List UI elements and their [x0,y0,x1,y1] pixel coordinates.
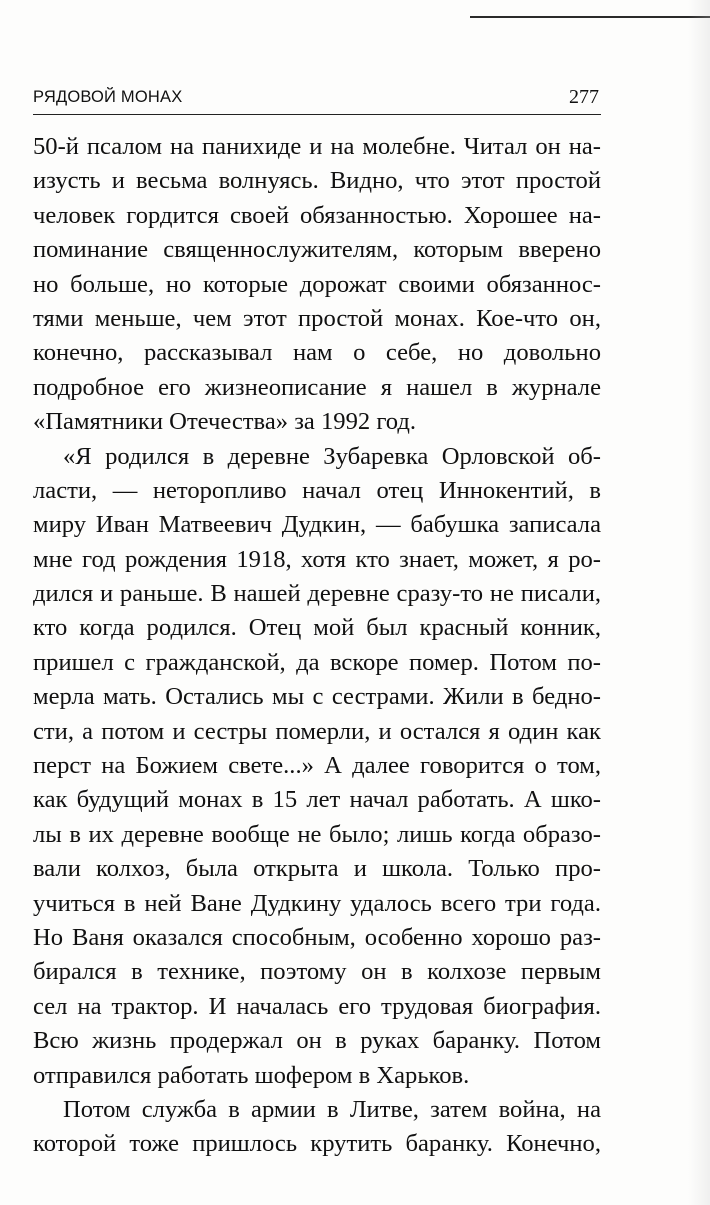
text-line: ласти, — неторопливо начал отец Иннокентий, в [33,476,601,504]
text-line: вали колхоз, была открыта и школа. Только про- [33,855,601,883]
text-line: бирался в технике, поэтому он в колхозе первым [33,958,601,986]
text-line: сел на трактор. И началась его трудовая биография. [33,992,601,1020]
text-line: изусть и весьма волнуясь. Видно, что этот простой [33,167,601,195]
text-line: человек гордится своей обязанностью. Хорошее на- [33,201,601,229]
text-line: дился и раньше. В нашей деревне сразу-то не писали, [33,580,601,608]
text-line: поминание священнослужителям, которым вверено [33,236,601,264]
page-right-edge [688,0,710,1205]
text-line: лы в их деревне вообще не было; лишь когда образо- [33,820,601,848]
text-line: конечно, рассказывал нам о себе, но довольно [33,339,601,367]
text-line: учиться в ней Ване Дудкину удалось всего три года. [33,889,601,917]
page-header [33,88,599,112]
text-line: пришел с гражданской, да вскоре помер. Потом по- [33,648,601,676]
text-line: как будущий монах в 15 лет начал работать. А шко- [33,786,601,814]
header-rule [33,114,601,115]
running-head: РЯДОВОЙ МОНАХ [33,88,183,106]
body-text [33,130,601,1162]
text-line: подробное его жизнеописание я нашел в журнале [33,373,601,401]
text-line: 50-й псалом на панихиде и на молебне. Читал он на- [33,133,601,160]
text-line: но больше, но которые дорожат своими обязаннос- [33,270,601,298]
text-line: перст на Божием свете...» А далее говорится о том, [33,752,601,780]
text-line: тями меньше, чем этот простой монах. Кое-что он, [33,304,601,332]
text-line: «Я родился в деревне Зубаревка Орловской об- [63,442,601,470]
page-top-edge [470,0,710,18]
text-line: мне год рождения 1918, хотя кто знает, может, я ро- [33,545,601,573]
text-line: «Памятники Отечества» за 1992 год. [33,408,417,436]
text-line: которой тоже пришлось крутить баранку. Конечно, [33,1130,601,1158]
text-line: мерла мать. Остались мы с сестрами. Жили в бедно- [33,683,601,711]
text-line: Потом служба в армии в Литве, затем война, на [63,1095,601,1123]
text-line: сти, а потом и сестры померли, и остался я один как [33,717,601,745]
text-line: миру Иван Матвеевич Дудкин, — бабушка записала [33,511,601,539]
text-line: кто когда родился. Отец мой был красный конник, [33,614,601,642]
text-line: Всю жизнь продержал он в руках баранку. Потом [33,1027,601,1055]
text-line: Но Ваня оказался способным, особенно хорошо раз- [33,923,601,951]
page-number: 277 [569,86,599,108]
text-line: отправился работать шофером в Харьков. [33,1061,470,1089]
